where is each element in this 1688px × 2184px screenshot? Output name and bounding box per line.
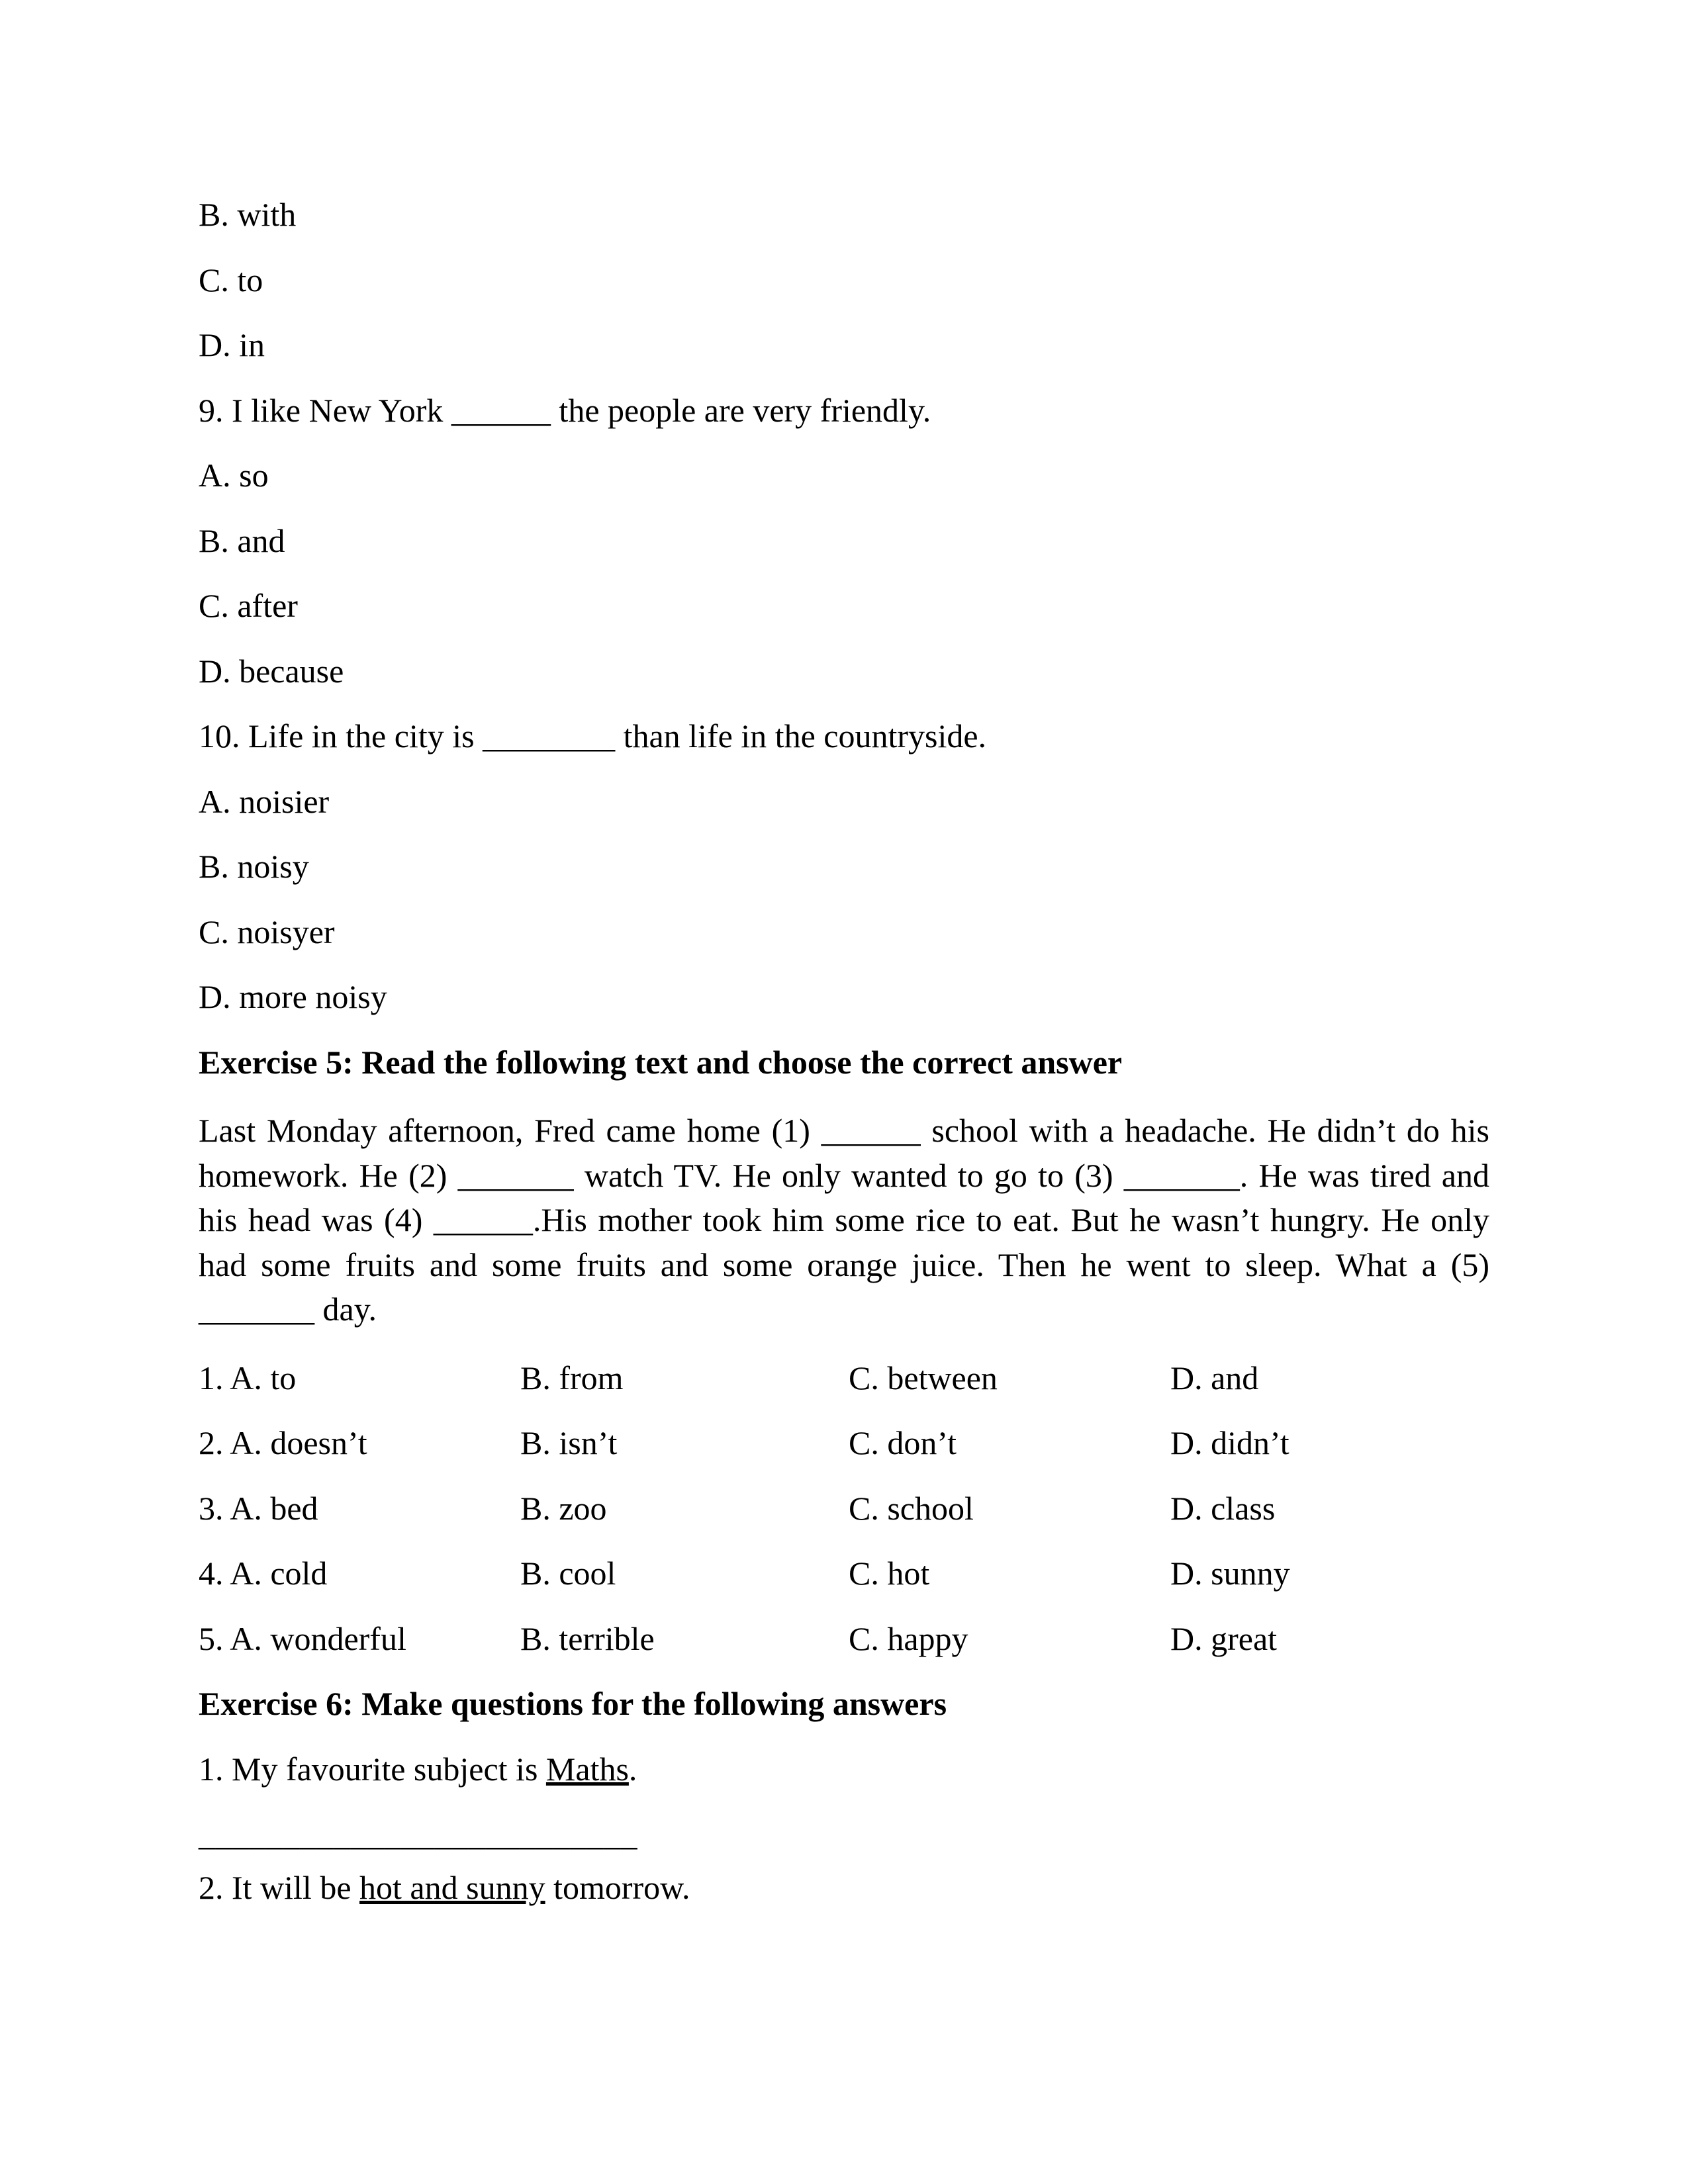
option-line: C. to xyxy=(199,261,263,298)
grid-cell: B. from xyxy=(520,1359,624,1396)
grid-cell: B. terrible xyxy=(520,1619,655,1657)
grid-cell: 2. A. doesn’t xyxy=(199,1424,367,1461)
grid-cell: D. class xyxy=(1170,1489,1276,1527)
answer-blank-line: __________________________ xyxy=(199,1815,637,1852)
option-line: B. with xyxy=(199,196,297,233)
grid-cell: 5. A. wonderful xyxy=(199,1619,406,1657)
options-grid-row xyxy=(199,1555,1489,1593)
options-grid-row xyxy=(199,1359,1489,1398)
exercise-6-question-2 xyxy=(199,1869,1489,1907)
question-text: tomorrow. xyxy=(545,1868,690,1906)
grid-cell: 4. A. cold xyxy=(199,1555,328,1592)
question-text: 2. It will be xyxy=(199,1868,360,1906)
grid-cell: D. and xyxy=(1170,1359,1259,1396)
option-line: B. noisy xyxy=(199,848,309,885)
grid-cell: C. happy xyxy=(849,1619,968,1657)
options-grid-row xyxy=(199,1490,1489,1528)
question-9-text: 9. I like New York ______ the people are very friendly. xyxy=(199,391,931,429)
option-line: C. noisyer xyxy=(199,913,335,950)
exercise-5-heading: Exercise 5: Read the following text and choose the correct answer xyxy=(199,1043,1123,1081)
grid-cell: D. sunny xyxy=(1170,1555,1290,1592)
grid-cell: C. between xyxy=(849,1359,998,1396)
question-10-text: 10. Life in the city is ________ than life in the countryside. xyxy=(199,717,987,754)
exercise-6-heading: Exercise 6: Make questions for the following answers xyxy=(199,1685,947,1722)
underlined-answer: hot and sunny xyxy=(359,1868,545,1906)
grid-cell: C. school xyxy=(849,1489,974,1527)
option-line: D. in xyxy=(199,326,265,363)
grid-cell: D. didn’t xyxy=(1170,1424,1289,1461)
options-grid-row xyxy=(199,1620,1489,1659)
grid-cell: C. don’t xyxy=(849,1424,957,1461)
options-grid-row xyxy=(199,1424,1489,1463)
exercise-5-passage: Last Monday afternoon, Fred came home (1) ______ school with a headache. He didn’t do his homework. He (2) _______ watch TV. He only wanted to go to (3) _______. He was tired and his head was (4) ______.His mother took him some rice to eat. But he wasn’t hungry. He only had some fruits and some fruits and some orange juice. Then he went to sleep. What a (5) _______ day. xyxy=(199,1112,1489,1328)
grid-cell: B. zoo xyxy=(520,1489,607,1527)
grid-cell: 3. A. bed xyxy=(199,1489,318,1527)
question-text: . xyxy=(628,1750,637,1788)
grid-cell: C. hot xyxy=(849,1555,930,1592)
option-line: D. more noisy xyxy=(199,978,387,1015)
grid-cell: D. great xyxy=(1170,1619,1278,1657)
option-line: B. and xyxy=(199,522,285,559)
question-text: 1. My favourite subject is xyxy=(199,1750,546,1788)
worksheet-page xyxy=(199,196,1489,1934)
option-line: D. because xyxy=(199,652,344,690)
grid-cell: B. cool xyxy=(520,1555,616,1592)
grid-cell: 1. A. to xyxy=(199,1359,297,1396)
grid-cell: B. isn’t xyxy=(520,1424,618,1461)
option-line: A. noisier xyxy=(199,782,330,820)
option-line: A. so xyxy=(199,457,269,494)
exercise-6-question-1 xyxy=(199,1751,1489,1789)
underlined-answer: Maths xyxy=(545,1750,629,1788)
option-line: C. after xyxy=(199,587,298,624)
